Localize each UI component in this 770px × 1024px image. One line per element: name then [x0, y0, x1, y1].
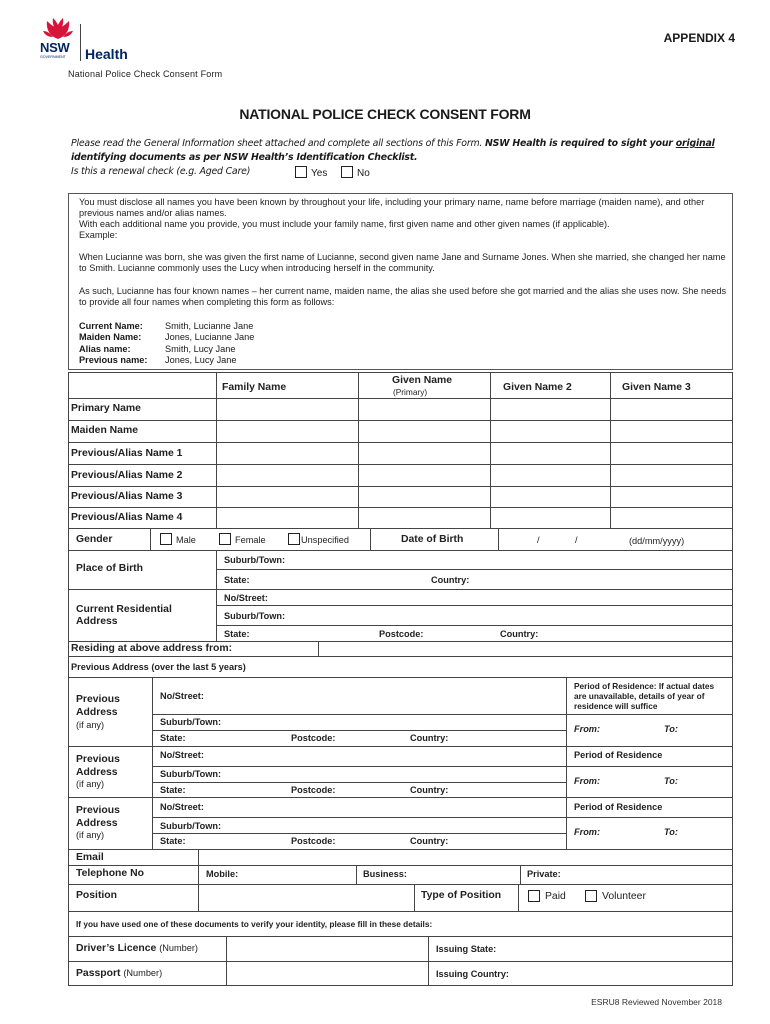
row-alias-2: Previous/Alias Name 2	[71, 470, 183, 481]
col-given-name-3: Given Name 3	[622, 382, 691, 393]
grid-line	[216, 605, 733, 606]
grid-line	[566, 714, 733, 715]
grid-line	[68, 797, 733, 798]
grid-line	[68, 528, 733, 529]
female-label: Female	[235, 535, 266, 545]
prev1-label-2: Address	[76, 707, 118, 718]
licence-sub-label: (Number)	[159, 943, 198, 953]
grid-line	[216, 372, 217, 528]
header-subtitle: National Police Check Consent Form	[68, 69, 223, 79]
grid-line	[566, 766, 733, 767]
grid-line	[68, 507, 733, 508]
prev1-country: Country:	[410, 733, 449, 743]
unspecified-checkbox[interactable]	[288, 533, 300, 545]
info-paragraph-5: As such, Lucianne has four known names – her current name, maiden name, the alias she used before she got married and the alias she uses now. She needs to provide all four names when completing this form as follows:	[79, 286, 727, 308]
grid-line	[566, 817, 733, 818]
example-value: Smith, Lucy Jane	[165, 343, 236, 354]
example-value: Smith, Lucianne Jane	[165, 321, 254, 331]
prev1-period-note: Period of Residence: If actual dates are unavailable, details of year of residence will suffice	[574, 681, 715, 711]
grid-line	[68, 398, 733, 399]
example-names	[79, 321, 254, 366]
example-label: Alias name:	[79, 343, 131, 354]
logo-divider	[80, 24, 81, 61]
res-country-label: Country:	[500, 629, 539, 639]
yes-checkbox[interactable]	[295, 166, 307, 178]
residential-label-1: Current Residential	[76, 604, 172, 615]
grid-line	[216, 569, 733, 570]
col-given-name: Given Name	[392, 375, 453, 386]
passport-sub-label: (Number)	[123, 968, 163, 978]
row-alias-4: Previous/Alias Name 4	[71, 512, 183, 523]
grid-line	[356, 865, 357, 884]
type-position-label: Type of Position	[421, 890, 502, 901]
no-label: No	[357, 168, 370, 179]
grid-line	[152, 817, 566, 818]
row-alias-3: Previous/Alias Name 3	[71, 491, 183, 502]
grid-line	[358, 372, 359, 528]
prev3-country: Country:	[410, 836, 449, 846]
example-value: Jones, Lucianne Jane	[165, 332, 255, 343]
grid-line	[152, 782, 566, 783]
prev3-to: To:	[664, 827, 678, 837]
grid-line	[518, 884, 519, 911]
prev2-suburb: Suburb/Town:	[160, 769, 222, 779]
col-given-name-sub: (Primary)	[393, 387, 428, 397]
prev1-street: No/Street:	[160, 691, 204, 701]
example-value: Jones, Lucy Jane	[165, 354, 237, 365]
issuing-state-label: Issuing State:	[436, 944, 497, 954]
grid-line	[68, 486, 733, 487]
grid-line	[68, 641, 733, 642]
prev2-to: To:	[664, 776, 678, 786]
logo-health-text: Health	[85, 46, 128, 62]
email-label: Email	[76, 852, 104, 863]
info-paragraph-3: Example:	[79, 230, 118, 240]
grid-line	[198, 849, 199, 911]
prev2-from: From:	[574, 776, 601, 786]
grid-line	[428, 936, 429, 986]
prev3-from: From:	[574, 827, 601, 837]
prev1-from: From:	[574, 724, 601, 734]
row-alias-1: Previous/Alias Name 1	[71, 448, 183, 459]
intro-bold-text: NSW Health is required to sight your	[485, 138, 676, 149]
res-street-label: No/Street:	[224, 593, 268, 603]
grid-line	[68, 550, 733, 551]
prev2-postcode: Postcode:	[291, 785, 336, 795]
grid-line	[152, 714, 566, 715]
grid-line	[216, 550, 217, 641]
business-label: Business:	[363, 869, 407, 879]
grid-line	[216, 625, 733, 626]
passport-label-text: Passport	[76, 968, 121, 979]
grid-line	[520, 865, 521, 884]
grid-line	[68, 656, 733, 657]
res-state-label: State:	[224, 629, 250, 639]
names-info-box	[68, 193, 733, 370]
grid-line	[152, 730, 566, 731]
prev3-suburb: Suburb/Town:	[160, 821, 222, 831]
residential-label-2: Address	[76, 616, 118, 627]
volunteer-label: Volunteer	[602, 891, 646, 902]
prev1-suburb: Suburb/Town:	[160, 717, 222, 727]
dob-label: Date of Birth	[401, 534, 464, 545]
birth-country-label: Country:	[431, 575, 470, 585]
grid-line	[566, 677, 567, 849]
renewal-no-option[interactable]	[341, 166, 370, 179]
grid-line	[68, 849, 733, 850]
grid-line	[68, 589, 733, 590]
prev3-label-2: Address	[76, 818, 118, 829]
col-given-name-2: Given Name 2	[503, 382, 572, 393]
prev3-period: Period of Residence	[574, 802, 663, 812]
prev3-label-1: Previous	[76, 805, 120, 816]
grid-line	[226, 936, 227, 986]
intro-text-2: identifying documents as per NSW Health’s Identification Checklist.	[71, 152, 418, 163]
dob-slash-2: /	[575, 535, 578, 545]
grid-line	[152, 677, 153, 849]
example-label: Previous name:	[79, 354, 148, 365]
renewal-question: Is this a renewal check (e.g. Aged Care)	[71, 166, 251, 177]
grid-line	[490, 372, 491, 528]
prev3-label-3: (if any)	[76, 830, 105, 840]
prev3-postcode: Postcode:	[291, 836, 336, 846]
grid-line	[68, 442, 733, 443]
male-label: Male	[176, 535, 196, 545]
grid-line	[370, 528, 371, 550]
prev1-label-1: Previous	[76, 694, 120, 705]
grid-line	[152, 766, 566, 767]
renewal-yes-option[interactable]	[295, 166, 327, 179]
grid-line	[68, 884, 733, 885]
grid-line	[498, 528, 499, 550]
grid-line	[68, 865, 733, 866]
passport-label	[76, 968, 162, 979]
row-primary-name: Primary Name	[71, 403, 141, 414]
documents-note: If you have used one of these documents to verify your identity, please fill in these details:	[76, 919, 433, 929]
prev1-to: To:	[664, 724, 678, 734]
intro-instructions	[71, 137, 731, 165]
female-checkbox[interactable]	[219, 533, 231, 545]
grid-line	[68, 911, 733, 912]
residing-label: Residing at above address from:	[71, 643, 233, 654]
licence-label	[76, 943, 198, 954]
grid-line	[68, 464, 733, 465]
birth-state-label: State:	[224, 575, 250, 585]
prev2-label-2: Address	[76, 767, 118, 778]
prev1-label-3: (if any)	[76, 720, 105, 730]
grid-line	[68, 961, 733, 962]
intro-underline-text: original	[675, 138, 715, 149]
footer-version: ESRU8 Reviewed November 2018	[591, 997, 722, 1007]
paid-checkbox[interactable]	[528, 890, 540, 902]
prev2-label-3: (if any)	[76, 779, 105, 789]
volunteer-checkbox[interactable]	[585, 890, 597, 902]
prev3-street: No/Street:	[160, 802, 204, 812]
info-paragraph-4: When Lucianne was born, she was given the first name of Lucianne, second given name Jane and Surname Jones. When she married, she changed her name to Smith. Lucianne commonly uses the Lucy when introducing herself in the community.	[79, 252, 726, 274]
prev1-state: State:	[160, 733, 186, 743]
paid-label: Paid	[545, 891, 566, 902]
page-title: NATIONAL POLICE CHECK CONSENT FORM	[239, 106, 531, 122]
row-maiden-name: Maiden Name	[71, 425, 138, 436]
gender-label: Gender	[76, 534, 113, 545]
prev2-country: Country:	[410, 785, 449, 795]
grid-line	[68, 677, 733, 678]
place-of-birth-label: Place of Birth	[76, 563, 143, 574]
grid-line	[414, 884, 415, 911]
res-suburb-label: Suburb/Town:	[224, 611, 286, 621]
info-paragraph-1: You must disclose all names you have been known by throughout your life, including your primary name, name before marriage (maiden name), and other previous names and/or alias names.	[79, 197, 705, 219]
prev2-state: State:	[160, 785, 186, 795]
grid-line	[318, 641, 319, 656]
issuing-country-label: Issuing Country:	[436, 969, 509, 979]
mobile-label: Mobile:	[206, 869, 239, 879]
res-postcode-label: Postcode:	[379, 629, 424, 639]
example-label: Maiden Name:	[79, 332, 142, 343]
dob-slash-1: /	[537, 535, 540, 545]
male-checkbox[interactable]	[160, 533, 172, 545]
grid-line	[68, 936, 733, 937]
grid-line	[150, 528, 151, 550]
telephone-label: Telephone No	[76, 868, 144, 879]
logo-government-text: GOVERNMENT	[40, 55, 66, 59]
grid-line	[152, 833, 566, 834]
prev1-postcode: Postcode:	[291, 733, 336, 743]
dob-format: (dd/mm/yyyy)	[629, 536, 685, 546]
birth-suburb-label: Suburb/Town:	[224, 555, 286, 565]
grid-line	[68, 746, 733, 747]
info-paragraph-2: With each additional name you provide, you must include your family name, first given name and other given names (if applicable).	[79, 219, 610, 229]
prev2-label-1: Previous	[76, 754, 120, 765]
prev2-street: No/Street:	[160, 750, 204, 760]
prev3-state: State:	[160, 836, 186, 846]
grid-line	[68, 420, 733, 421]
unspecified-label: Unspecified	[301, 535, 350, 545]
previous-heading: Previous Address (over the last 5 years)	[71, 662, 246, 672]
position-label: Position	[76, 890, 117, 901]
yes-label: Yes	[311, 168, 328, 179]
example-label: Current Name:	[79, 321, 143, 331]
waratah-logo-icon	[40, 18, 76, 40]
appendix-label: APPENDIX 4	[663, 31, 735, 45]
licence-label-text: Driver’s Licence	[76, 943, 157, 954]
logo-nsw-text: NSW	[40, 40, 70, 55]
col-family-name: Family Name	[222, 382, 287, 393]
no-checkbox[interactable]	[341, 166, 353, 178]
intro-text: Please read the General Information sheet attached and complete all sections of this Form.	[71, 138, 485, 149]
grid-line	[610, 372, 611, 528]
private-label: Private:	[527, 869, 561, 879]
prev2-period: Period of Residence	[574, 750, 663, 760]
